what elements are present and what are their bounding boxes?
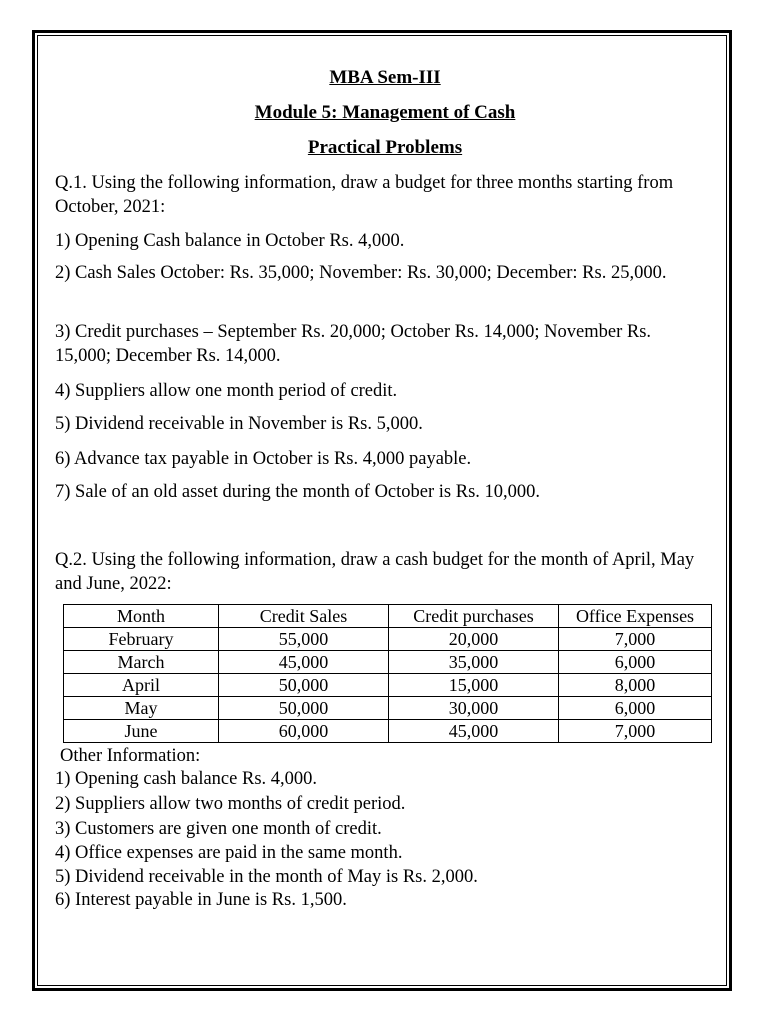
- table-cell: 30,000: [389, 697, 559, 720]
- q1-intro: Q.1. Using the following information, draw a budget for three months starting from October, 2021:: [55, 173, 674, 217]
- table-cell: 6,000: [559, 697, 712, 720]
- header-month: Month: [64, 605, 219, 628]
- header-credit-sales: Credit Sales: [219, 605, 389, 628]
- table-row: [64, 720, 712, 743]
- q1-item-4: 4) Suppliers allow one month period of credit.: [55, 381, 398, 401]
- other-info-title: Other Information:: [60, 746, 201, 766]
- q1-item-5: 5) Dividend receivable in November is Rs. 5,000.: [55, 414, 423, 434]
- table-cell: 45,000: [219, 651, 389, 674]
- q1-item-3: 3) Credit purchases – September Rs. 20,000; October Rs. 14,000; November Rs. 15,000; December Rs. 14,000.: [55, 322, 652, 366]
- table-cell: 50,000: [219, 674, 389, 697]
- header-credit-purchases: Credit purchases: [389, 605, 559, 628]
- table-cell: 7,000: [559, 720, 712, 743]
- other-info-item-2: 2) Suppliers allow two months of credit period.: [55, 794, 406, 814]
- table-row: [64, 697, 712, 720]
- other-info-item-4: 4) Office expenses are paid in the same month.: [55, 843, 403, 863]
- other-info-item-1: 1) Opening cash balance Rs. 4,000.: [55, 769, 318, 789]
- section-title: Practical Problems: [307, 137, 463, 158]
- table-row: [64, 651, 712, 674]
- other-info-item-5: 5) Dividend receivable in the month of May is Rs. 2,000.: [55, 867, 478, 887]
- table-header-row: [64, 605, 712, 628]
- table-cell: April: [64, 674, 219, 697]
- q1-item-1: 1) Opening Cash balance in October Rs. 4,000.: [55, 231, 405, 251]
- table-cell: 35,000: [389, 651, 559, 674]
- table-cell: 60,000: [219, 720, 389, 743]
- table-cell: February: [64, 628, 219, 651]
- q1-item-6: 6) Advance tax payable in October is Rs. 4,000 payable.: [55, 449, 472, 469]
- table-cell: 15,000: [389, 674, 559, 697]
- module-title: Module 5: Management of Cash: [254, 102, 516, 123]
- table-cell: 45,000: [389, 720, 559, 743]
- other-info-item-6: 6) Interest payable in June is Rs. 1,500.: [55, 890, 347, 910]
- table-cell: March: [64, 651, 219, 674]
- table-row: [64, 628, 712, 651]
- other-info-item-3: 3) Customers are given one month of credit.: [55, 819, 382, 839]
- table-cell: 6,000: [559, 651, 712, 674]
- q2-intro: Q.2. Using the following information, draw a cash budget for the month of April, May and June, 2022:: [55, 550, 695, 594]
- table-cell: May: [64, 697, 219, 720]
- table-cell: 20,000: [389, 628, 559, 651]
- table-cell: 7,000: [559, 628, 712, 651]
- q1-item-2: 2) Cash Sales October: Rs. 35,000; November: Rs. 30,000; December: Rs. 25,000.: [55, 263, 667, 283]
- credit-data-table: [63, 604, 712, 743]
- table-cell: 50,000: [219, 697, 389, 720]
- table-cell: 55,000: [219, 628, 389, 651]
- table-cell: 8,000: [559, 674, 712, 697]
- header-office-expenses: Office Expenses: [559, 605, 712, 628]
- course-title: MBA Sem-III: [329, 67, 441, 88]
- table-row: [64, 674, 712, 697]
- table-cell: June: [64, 720, 219, 743]
- q1-item-7: 7) Sale of an old asset during the month of October is Rs. 10,000.: [55, 482, 541, 502]
